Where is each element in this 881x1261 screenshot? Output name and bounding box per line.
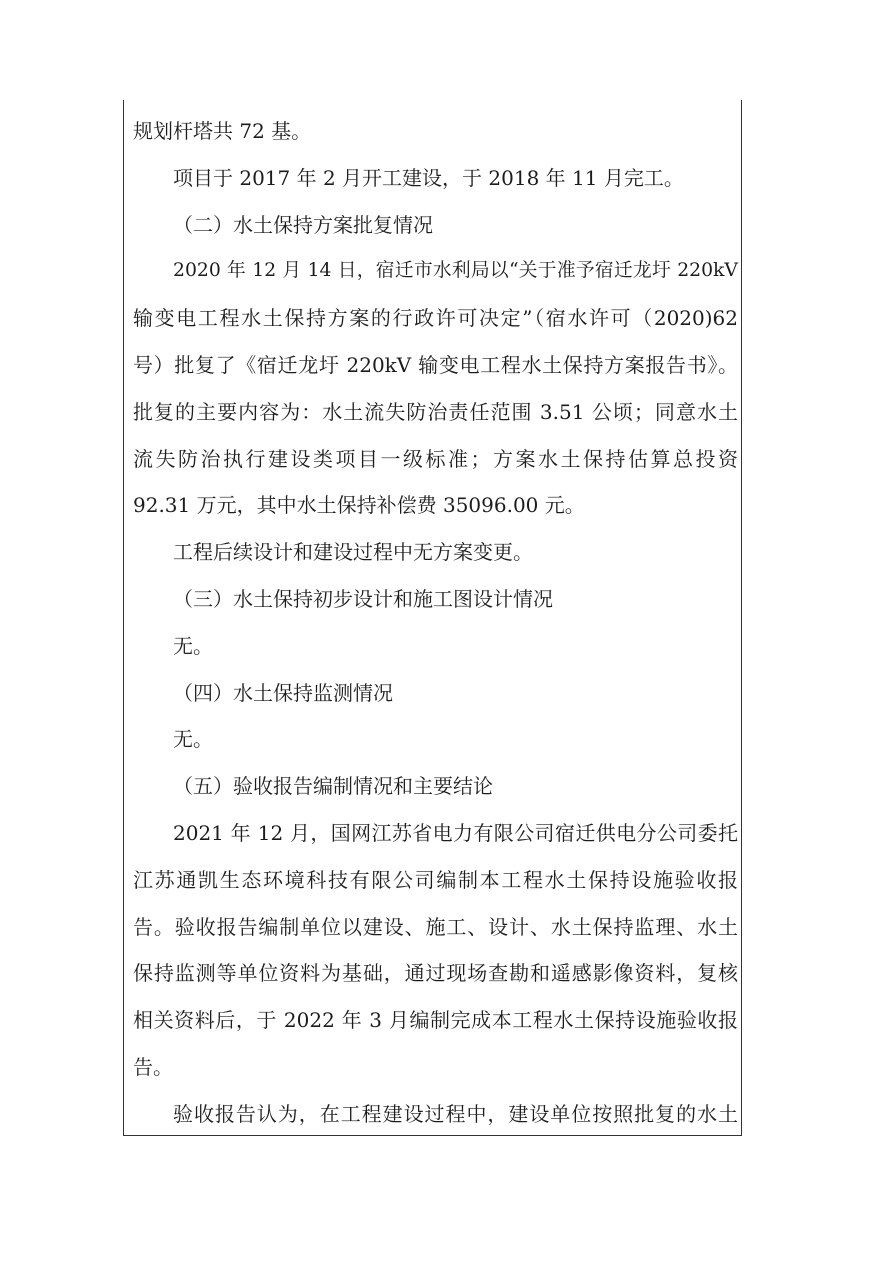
paragraph-line: 规划杆塔共 72 基。 xyxy=(133,119,312,143)
paragraph-line: 批复的主要内容为：水土流失防治责任范围 3.51 公顷；同意水土 xyxy=(133,399,738,424)
paragraph-line: 项目于 2017 年 2 月开工建设，于 2018 年 11 月完工。 xyxy=(173,165,684,190)
paragraph-line: 告。验收报告编制单位以建设、施工、设计、水土保持监理、水土 xyxy=(133,914,738,939)
paragraph-line: 相关资料后，于 2022 年 3 月编制完成本工程水土保持设施验收报 xyxy=(133,1008,738,1033)
paragraph-line: 号）批复了《宿迁龙圩 220kV 输变电工程水土保持方案报告书》。 xyxy=(133,352,738,377)
paragraph-line: 无。 xyxy=(173,727,213,752)
section-heading: （五）验收报告编制情况和主要结论 xyxy=(173,774,493,799)
paragraph-line: 保持监测等单位资料为基础，通过现场查勘和遥感影像资料，复核 xyxy=(133,961,738,986)
paragraph-line: 江苏通凯生态环境科技有限公司编制本工程水土保持设施验收报 xyxy=(133,867,738,892)
paragraph-line: 2020 年 12 月 14 日，宿迁市水利局以“关于准予宿迁龙圩 220kV xyxy=(173,260,738,282)
paragraph-line: 工程后续设计和建设过程中无方案变更。 xyxy=(173,540,533,565)
paragraph-line: 验收报告认为，在工程建设过程中，建设单位按照批复的水土 xyxy=(173,1101,738,1126)
section-heading: （二）水土保持方案批复情况 xyxy=(173,212,433,237)
paragraph-line: 无。 xyxy=(173,633,213,658)
paragraph-line: 告。 xyxy=(133,1054,173,1079)
paragraph-line: 输变电工程水土保持方案的行政许可决定”（宿水许可（2020)62 xyxy=(133,306,738,331)
paragraph-line: 92.31 万元，其中水土保持补偿费 35096.00 元。 xyxy=(133,493,585,518)
paragraph-line: 流失防治执行建设类项目一级标准；方案水土保持估算总投资 xyxy=(133,446,738,471)
section-heading: （三）水土保持初步设计和施工图设计情况 xyxy=(173,586,553,611)
document-body xyxy=(133,108,738,1138)
paragraph-line: 2021 年 12 月，国网江苏省电力有限公司宿迁供电分公司委托 xyxy=(173,820,738,845)
section-heading: （四）水土保持监测情况 xyxy=(173,680,393,705)
